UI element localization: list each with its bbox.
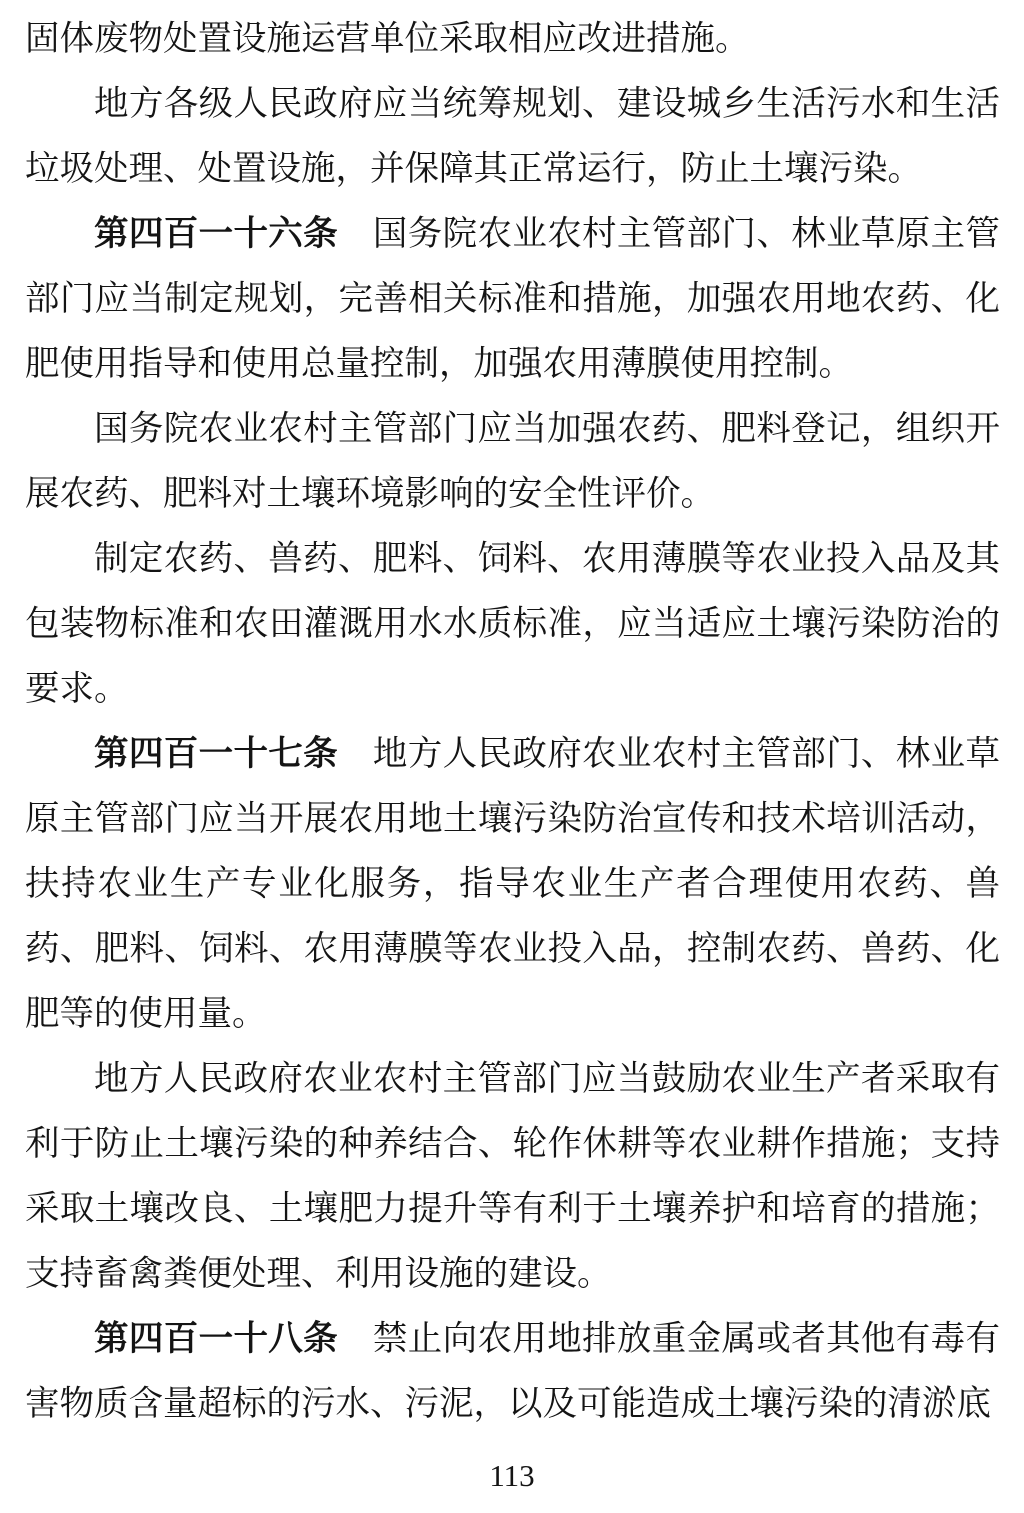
paragraph-text: 制定农药、兽药、肥料、饲料、农用薄膜等农业投入品及其包装物标准和农田灌溉用水水质标准，应当适应土壤污染防治的要求。 [25, 540, 1000, 708]
paragraph-article-417 [25, 722, 1000, 1047]
paragraph-text: 禁止向农用地排放重金属或者其他有毒有害物质含量超标的污水、污泥，以及可能造成土壤污染的清淤底 [25, 1320, 1001, 1423]
paragraph-text: 地方人民政府农业农村主管部门应当鼓励农业生产者采取有利于防止土壤污染的种养结合、轮作休耕等农业耕作措施；支持采取土壤改良、土壤肥力提升等有利于土壤养护和培育的措施；支持畜禽粪便处理、利用设施的建设。 [25, 1060, 1000, 1293]
page-number: 113 [489, 1458, 535, 1493]
article-418-number: 第四百一十八条 [94, 1320, 339, 1358]
article-416-number: 第四百一十六条 [94, 215, 339, 253]
paragraph-local-governments [25, 72, 1000, 202]
paragraph-text: 固体废物处置设施运营单位采取相应改进措施。 [25, 20, 750, 58]
paragraph-standards [25, 527, 1000, 722]
paragraph-article-416 [25, 202, 1000, 397]
paragraph-text: 国务院农业农村主管部门应当加强农药、肥料登记，组织开展农药、肥料对土壤环境影响的安全性评价。 [25, 410, 1000, 513]
paragraph-article-418 [25, 1307, 1000, 1437]
paragraph-pesticide-registration [25, 397, 1000, 527]
paragraph-text: 地方各级人民政府应当统筹规划、建设城乡生活污水和生活垃圾处理、处置设施，并保障其正常运行，防止土壤污染。 [25, 85, 1000, 188]
paragraph-continuation [25, 7, 1000, 72]
article-417-number: 第四百一十七条 [94, 735, 339, 773]
paragraph-encourage-producers [25, 1047, 1000, 1307]
paragraph-text: 地方人民政府农业农村主管部门、林业草原主管部门应当开展农用地土壤污染防治宣传和技术培训活动，扶持农业生产专业化服务，指导农业生产者合理使用农药、兽药、肥料、饲料、农用薄膜等农业投入品，控制农药、兽药、化肥等的使用量。 [25, 735, 1001, 1033]
paragraph-text: 国务院农业农村主管部门、林业草原主管部门应当制定规划，完善相关标准和措施，加强农用地农药、化肥使用指导和使用总量控制，加强农用薄膜使用控制。 [25, 215, 1001, 383]
